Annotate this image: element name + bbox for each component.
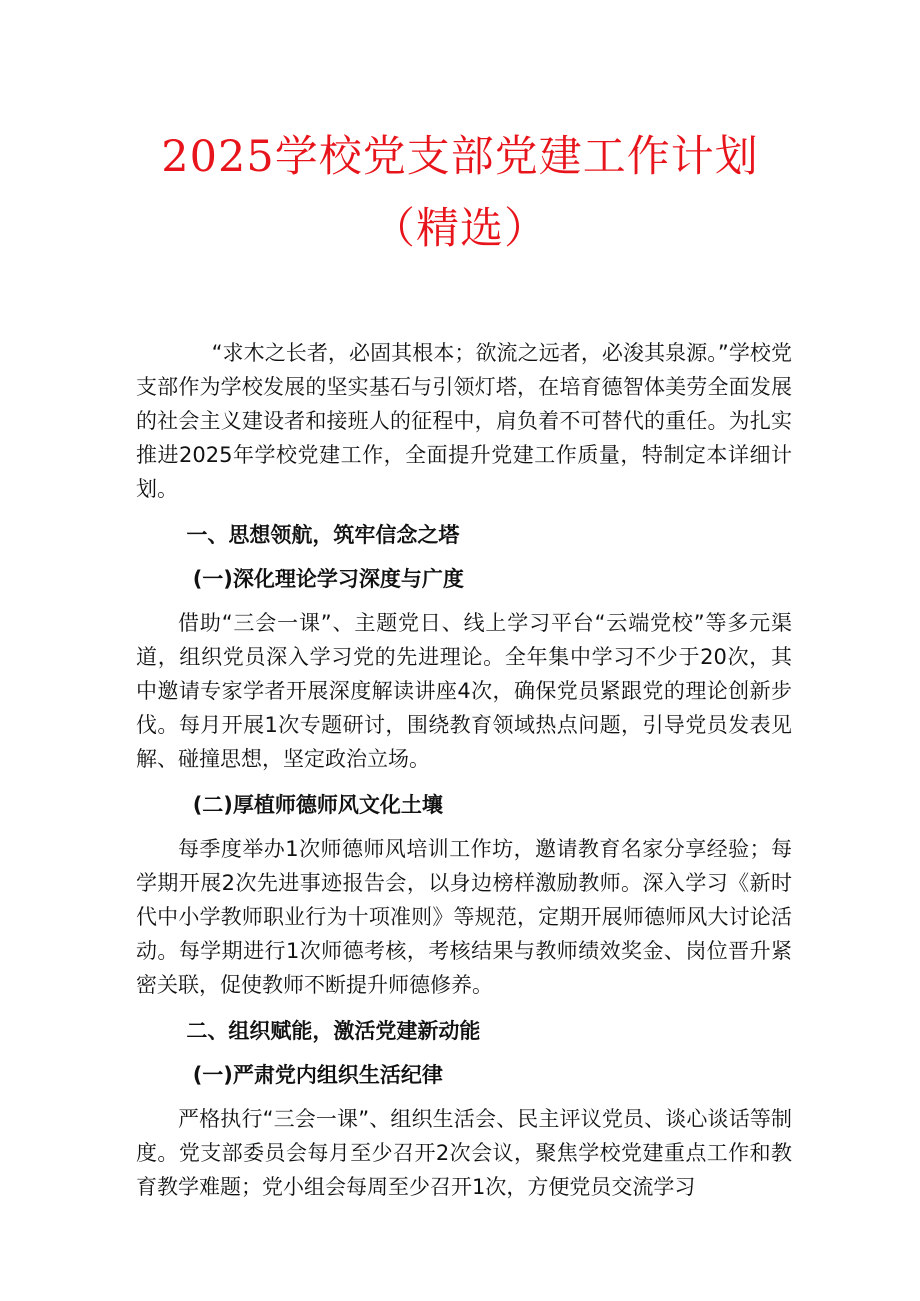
section-heading-2: 二、组织赋能，激活党建新动能 — [186, 1019, 481, 1043]
subsection-body-1-1: 借助“三会一课”、主题党日、线上学习平台“云端党校”等多元渠道，组织党员深入学习党的先进理论。全年集中学习不少于20次，其中邀请专家学者开展深度解读讲座4次，确保党员紧跟党的理论创新步伐。每月开展1次专题研讨，围绕教育领域热点问题，引导党员发表见解、碰撞思想，坚定政治立场。 — [136, 611, 792, 771]
subsection-heading-1-1: (一)深化理论学习深度与广度 — [192, 567, 464, 591]
subsection-body-1-2: 每季度举办1次师德师风培训工作坊，邀请教育名家分享经验；每学期开展2次先进事迹报告会，以身边榜样激励教师。深入学习《新时代中小学教师职业行为十项准则》等规范，定期开展师德师风大讨论活动。每学期进行1次师德考核，考核结果与教师绩效奖金、岗位晋升紧密关联，促使教师不断提升师德修养。 — [136, 837, 792, 997]
intro-paragraph: “求木之长者，必固其根本；欲流之远者，必浚其泉源。”学校党支部作为学校发展的坚实基石与引领灯塔，在培育德智体美劳全面发展的社会主义建设者和接班人的征程中，肩负着不可替代的重任。为扎实推进2025年学校党建工作，全面提升党建工作质量，特制定本详细计划。 — [136, 341, 792, 501]
subsection-heading-1-2: (二)厚植师德师风文化土壤 — [192, 793, 443, 817]
subsection-body-2-1: 严格执行“三会一课”、组织生活会、民主评议党员、谈心谈话等制度。党支部委员会每月至少召开2次会议，聚焦学校党建重点工作和教育教学难题；党小组会每周至少召开1次，方便党员交流学习 — [136, 1107, 792, 1199]
section-heading-1: 一、思想领航，筑牢信念之塔 — [186, 523, 460, 547]
document-title: 2025学校党支部党建工作计划 — [161, 132, 759, 182]
document-body — [136, 336, 792, 1204]
subsection-heading-2-1: (一)严肃党内组织生活纪律 — [192, 1063, 443, 1087]
document-subtitle: （精选） — [372, 204, 548, 254]
